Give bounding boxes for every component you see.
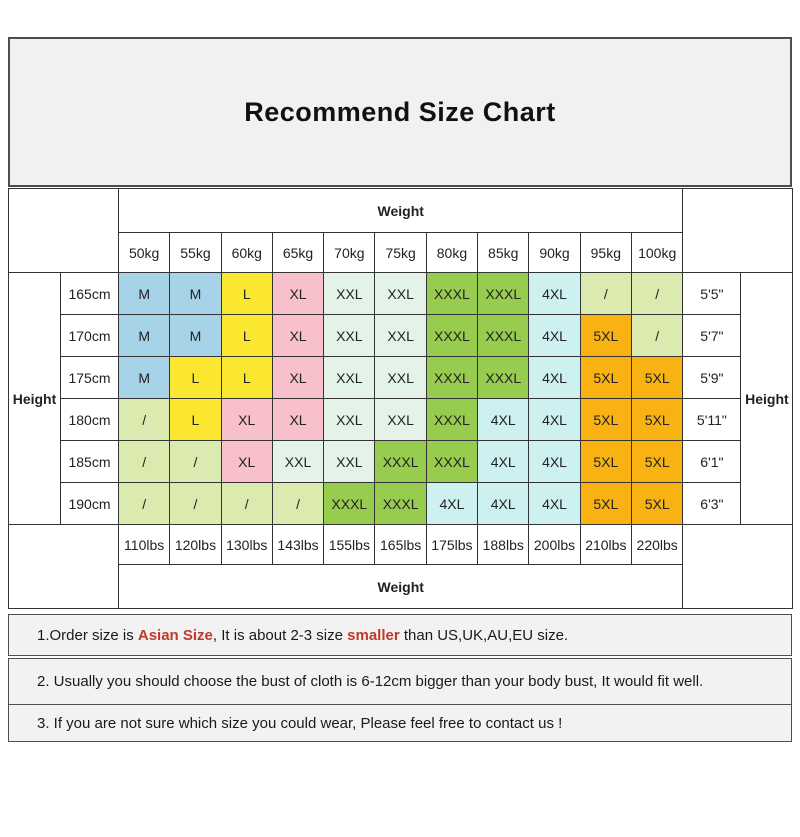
height-cm-cell: 170cm — [61, 315, 119, 357]
size-cell: XXL — [375, 399, 426, 441]
size-cell: 5XL — [631, 399, 682, 441]
note-asian-size — [8, 614, 792, 656]
weight-lbs-cell: 110lbs — [119, 525, 170, 565]
weight-header-bottom: Weight — [119, 565, 683, 609]
size-cell: 5XL — [631, 483, 682, 525]
size-cell: XXXL — [324, 483, 375, 525]
size-cell: L — [170, 399, 221, 441]
size-cell: XL — [272, 273, 323, 315]
weight-kg-cell: 55kg — [170, 233, 221, 273]
asian-size-highlight: Asian Size — [137, 626, 213, 644]
size-cell: 4XL — [529, 483, 580, 525]
weight-kg-cell: 70kg — [324, 233, 375, 273]
size-cell: 4XL — [478, 483, 529, 525]
size-cell: XXXL — [478, 315, 529, 357]
size-cell: / — [221, 483, 272, 525]
height-cm-cell: 190cm — [61, 483, 119, 525]
title-box — [8, 37, 792, 187]
size-cell: M — [119, 273, 170, 315]
size-cell: XXXL — [375, 441, 426, 483]
size-cell: 4XL — [529, 399, 580, 441]
height-label-left: Height — [9, 273, 61, 525]
size-cell: / — [119, 483, 170, 525]
size-cell: XXL — [324, 357, 375, 399]
size-cell: XXXL — [426, 315, 477, 357]
weight-lbs-cell: 165lbs — [375, 525, 426, 565]
weight-lbs-cell: 200lbs — [529, 525, 580, 565]
size-cell: XXL — [375, 273, 426, 315]
height-ft-cell: 5'7" — [683, 315, 741, 357]
size-row-170cm — [9, 315, 793, 357]
size-row-165cm — [9, 273, 793, 315]
size-cell: XXXL — [426, 399, 477, 441]
weight-header-top: Weight — [119, 189, 683, 233]
height-cm-cell: 165cm — [61, 273, 119, 315]
weight-footer-row — [9, 565, 793, 609]
size-cell: XXL — [324, 441, 375, 483]
size-cell: 4XL — [529, 441, 580, 483]
height-ft-cell: 5'11" — [683, 399, 741, 441]
size-cell: 4XL — [478, 399, 529, 441]
size-cell: XXL — [324, 399, 375, 441]
size-cell: XL — [221, 441, 272, 483]
size-chart-page — [0, 37, 800, 837]
height-cm-cell: 180cm — [61, 399, 119, 441]
size-cell: / — [119, 441, 170, 483]
size-cell: 5XL — [580, 441, 631, 483]
size-cell: / — [119, 399, 170, 441]
weight-lbs-cell: 143lbs — [272, 525, 323, 565]
size-row-175cm — [9, 357, 793, 399]
size-cell: / — [631, 315, 682, 357]
weight-kg-cell: 50kg — [119, 233, 170, 273]
weight-kg-cell: 60kg — [221, 233, 272, 273]
corner-bottom-right — [683, 525, 793, 609]
size-cell: L — [221, 357, 272, 399]
size-cell: XL — [272, 357, 323, 399]
weight-kg-cell: 90kg — [529, 233, 580, 273]
height-cm-cell: 175cm — [61, 357, 119, 399]
size-cell: XXL — [324, 273, 375, 315]
size-cell: XXXL — [426, 357, 477, 399]
corner-top-right — [683, 189, 793, 273]
size-cell: XXL — [272, 441, 323, 483]
size-chart-table — [8, 188, 793, 609]
size-cell: M — [119, 357, 170, 399]
weight-kg-cell: 75kg — [375, 233, 426, 273]
size-cell: XXL — [324, 315, 375, 357]
size-cell: XXL — [375, 357, 426, 399]
weight-lbs-cell: 210lbs — [580, 525, 631, 565]
size-cell: L — [221, 315, 272, 357]
weight-kg-cell: 100kg — [631, 233, 682, 273]
weight-lbs-cell: 155lbs — [324, 525, 375, 565]
size-cell: 5XL — [580, 357, 631, 399]
weight-lbs-cell: 175lbs — [426, 525, 477, 565]
size-row-190cm — [9, 483, 793, 525]
note1-text: 1.Order size is Asian Size, It is about 2-3 size smaller than US,UK,AU,EU size. — [37, 626, 569, 644]
note-contact-us — [8, 704, 792, 742]
height-cm-cell: 185cm — [61, 441, 119, 483]
note-bust-advice — [8, 658, 792, 705]
size-cell: M — [170, 315, 221, 357]
page-title: Recommend Size Chart — [244, 96, 556, 127]
size-cell: L — [221, 273, 272, 315]
weight-lbs-cell: 220lbs — [631, 525, 682, 565]
size-cell: M — [119, 315, 170, 357]
weight-kg-cell: 85kg — [478, 233, 529, 273]
size-cell: 5XL — [580, 315, 631, 357]
size-cell: / — [631, 273, 682, 315]
size-cell: / — [272, 483, 323, 525]
weight-kg-row — [9, 233, 793, 273]
size-cell: XXXL — [426, 441, 477, 483]
size-cell: XL — [272, 399, 323, 441]
size-cell: XXXL — [478, 357, 529, 399]
size-cell: 4XL — [529, 273, 580, 315]
size-cell: XXXL — [375, 483, 426, 525]
size-cell: L — [170, 357, 221, 399]
size-cell: 5XL — [631, 357, 682, 399]
corner-top-left — [9, 189, 119, 273]
size-cell: M — [170, 273, 221, 315]
size-cell: XXXL — [478, 273, 529, 315]
size-cell: XL — [272, 315, 323, 357]
weight-lbs-row — [9, 525, 793, 565]
size-cell: / — [170, 441, 221, 483]
weight-kg-cell: 80kg — [426, 233, 477, 273]
size-cell: 5XL — [580, 399, 631, 441]
size-row-185cm — [9, 441, 793, 483]
weight-lbs-cell: 130lbs — [221, 525, 272, 565]
weight-lbs-cell: 120lbs — [170, 525, 221, 565]
size-cell: 5XL — [631, 441, 682, 483]
note3-text: 3. If you are not sure which size you could wear, Please feel free to contact us ! — [37, 714, 563, 732]
weight-header-row — [9, 189, 793, 233]
corner-bottom-left — [9, 525, 119, 609]
weight-lbs-cell: 188lbs — [478, 525, 529, 565]
size-cell: XL — [221, 399, 272, 441]
size-cell: XXL — [375, 315, 426, 357]
size-cell: / — [580, 273, 631, 315]
size-row-180cm — [9, 399, 793, 441]
height-ft-cell: 6'1" — [683, 441, 741, 483]
weight-kg-cell: 95kg — [580, 233, 631, 273]
height-label-right: Height — [741, 273, 793, 525]
size-cell: 4XL — [529, 315, 580, 357]
size-cell: 5XL — [580, 483, 631, 525]
size-cell: 4XL — [529, 357, 580, 399]
weight-kg-cell: 65kg — [272, 233, 323, 273]
height-ft-cell: 5'9" — [683, 357, 741, 399]
smaller-highlight: smaller — [347, 626, 400, 644]
size-cell: / — [170, 483, 221, 525]
height-ft-cell: 6'3" — [683, 483, 741, 525]
size-cell: 4XL — [478, 441, 529, 483]
size-cell: 4XL — [426, 483, 477, 525]
note2-text: 2. Usually you should choose the bust of cloth is 6-12cm bigger than your body bust, It would fit well. — [37, 673, 704, 690]
height-ft-cell: 5'5" — [683, 273, 741, 315]
size-cell: XXXL — [426, 273, 477, 315]
